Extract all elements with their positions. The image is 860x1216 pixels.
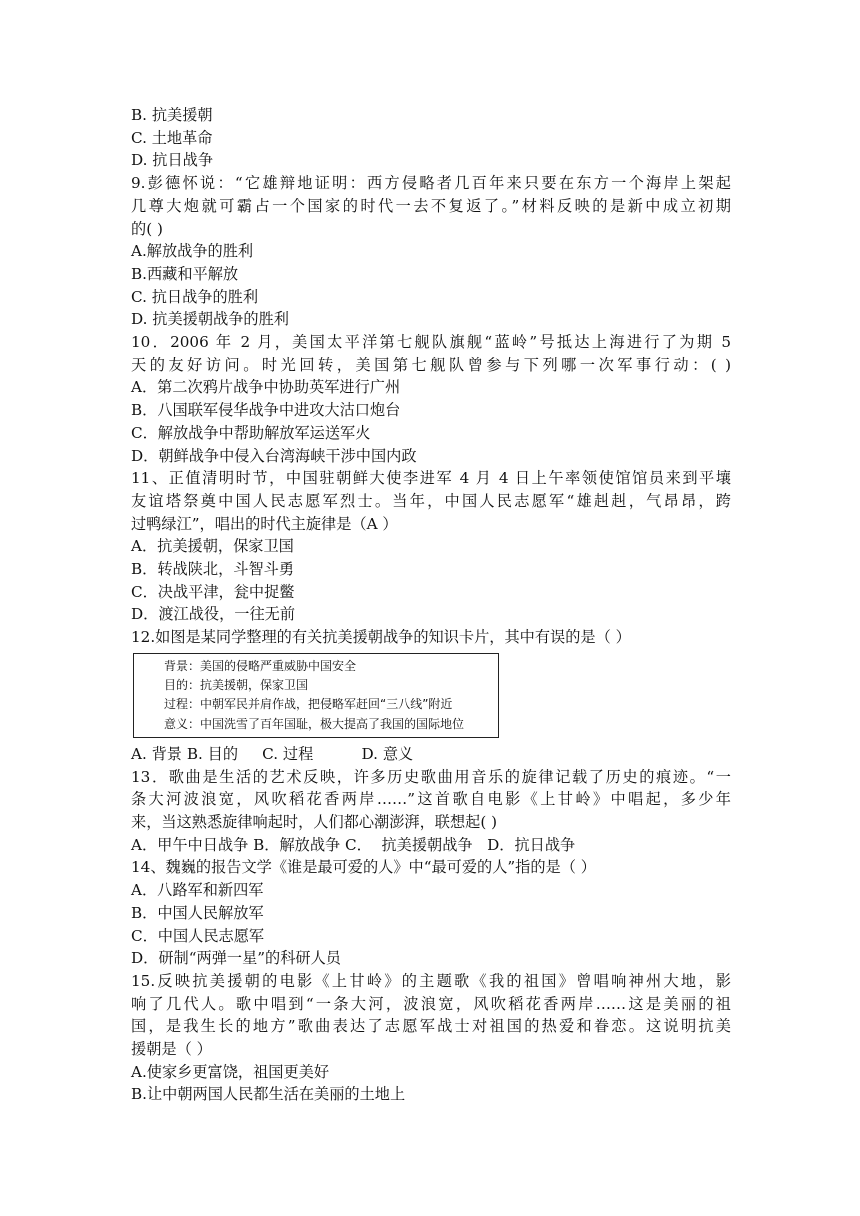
question-14-text: 14、魏巍的报告文学《谁是最可爱的人》中“最可爱的人”指的是（ ） bbox=[131, 858, 596, 877]
document-page bbox=[131, 104, 731, 1106]
question-10-option-c: C．解放战争中帮助解放军运送军火 bbox=[131, 423, 371, 442]
question-13-options: A．甲午中日战争 B．解放战争 C． 抗美援朝战争 D．抗日战争 bbox=[131, 835, 576, 854]
question-9-option-c: C. 抗日战争的胜利 bbox=[131, 287, 259, 306]
question-10-text: 天的友好访问。时光回转，美国第七舰队曾参与下列哪一次军事行动：( ) bbox=[131, 355, 731, 374]
question-11-option-a: A．抗美援朝，保家卫国 bbox=[131, 537, 294, 556]
question-9-text: 9.彭德怀说：“它雄辩地证明：西方侵略者几百年来只要在东方一个海岸上架起 bbox=[131, 174, 731, 193]
option-c: C. 土地革命 bbox=[131, 128, 213, 147]
option-d: D. 抗日战争 bbox=[131, 151, 214, 170]
question-15-text: 援朝是（ ） bbox=[131, 1040, 212, 1059]
question-15-text: 15.反映抗美援朝的电影《上甘岭》的主题歌《我的祖国》曾唱响神州大地，影 bbox=[131, 971, 731, 990]
question-15-text: 国，是我生长的地方”歌曲表达了志愿军战士对祖国的热爱和眷恋。这说明抗美 bbox=[131, 1017, 731, 1036]
question-9-option-a: A.解放战争的胜利 bbox=[131, 242, 254, 261]
question-11-option-b: B．转战陕北，斗智斗勇 bbox=[131, 560, 295, 579]
question-9-option-b: B.西藏和平解放 bbox=[131, 264, 239, 283]
question-10-option-a: A．第二次鸦片战争中协助英军进行广州 bbox=[131, 378, 401, 397]
question-11-text: 11、正值清明时节，中国驻朝鲜大使李进军 4 月 4 日上午率领使馆馆员来到平壤 bbox=[131, 469, 731, 488]
question-14-option-d: D．研制“两弹一星”的科研人员 bbox=[131, 949, 341, 968]
question-13-text: 条大河波浪宽，风吹稻花香两岸……”这首歌自电影《上甘岭》中唱起，多少年 bbox=[131, 790, 731, 809]
question-10-option-d: D．朝鲜战争中侵入台湾海峡干涉中国内政 bbox=[131, 446, 417, 465]
card-background: 背景：美国的侵略严重威胁中国安全 bbox=[164, 658, 357, 673]
question-13-text: 来，当这熟悉旋律响起时，人们都心潮澎湃，联想起( ) bbox=[131, 812, 497, 831]
question-9-option-d: D. 抗美援朝战争的胜利 bbox=[131, 310, 289, 329]
question-14-option-a: A．八路军和新四军 bbox=[131, 881, 264, 900]
question-12-text: 12.如图是某同学整理的有关抗美援朝战争的知识卡片，其中有误的是（ ） bbox=[131, 628, 631, 647]
question-11-text: 过鸭绿江”，唱出的时代主旋律是（A ） bbox=[131, 514, 398, 533]
question-15-option-a: A.使家乡更富饶，祖国更美好 bbox=[131, 1062, 330, 1081]
card-purpose: 目的：抗美援朝，保家卫国 bbox=[164, 678, 309, 693]
question-14-option-b: B．中国人民解放军 bbox=[131, 903, 264, 922]
question-11-option-d: D．渡江战役，一往无前 bbox=[131, 605, 296, 624]
question-10-option-b: B．八国联军侵华战争中进攻大沽口炮台 bbox=[131, 401, 401, 420]
question-10-text: 10．2006 年 2 月，美国太平洋第七舰队旗舰“蓝岭”号抵达上海进行了为期 5 bbox=[131, 333, 731, 352]
question-12-options: A. 背景 B. 目的 C. 过程 D. 意义 bbox=[131, 744, 414, 763]
question-15-option-b: B.让中朝两国人民都生活在美丽的土地上 bbox=[131, 1085, 406, 1104]
card-process: 过程：中朝军民并肩作战，把侵略军赶回“三八线”附近 bbox=[164, 697, 453, 712]
question-11-text: 友谊塔祭奠中国人民志愿军烈士。当年，中国人民志愿军“雄赳赳，气昂昂，跨 bbox=[131, 491, 731, 510]
knowledge-card bbox=[133, 653, 499, 738]
question-15-text: 响了几代人。歌中唱到“一条大河，波浪宽，风吹稻花香两岸……这是美丽的祖 bbox=[131, 994, 731, 1013]
card-significance: 意义：中国洗雪了百年国耻，极大提高了我国的国际地位 bbox=[164, 716, 465, 731]
question-11-option-c: C．决战平津，瓮中捉鳖 bbox=[131, 582, 295, 601]
question-13-text: 13．歌曲是生活的艺术反映，许多历史歌曲用音乐的旋律记载了历史的痕迹。“一 bbox=[131, 767, 731, 786]
question-9-text: 几尊大炮就可霸占一个国家的时代一去不复返了。”材料反映的是新中成立初期 bbox=[131, 196, 731, 215]
option-b: B. 抗美援朝 bbox=[131, 106, 213, 124]
question-14-option-c: C．中国人民志愿军 bbox=[131, 926, 265, 945]
question-9-text: 的( ) bbox=[131, 219, 163, 238]
